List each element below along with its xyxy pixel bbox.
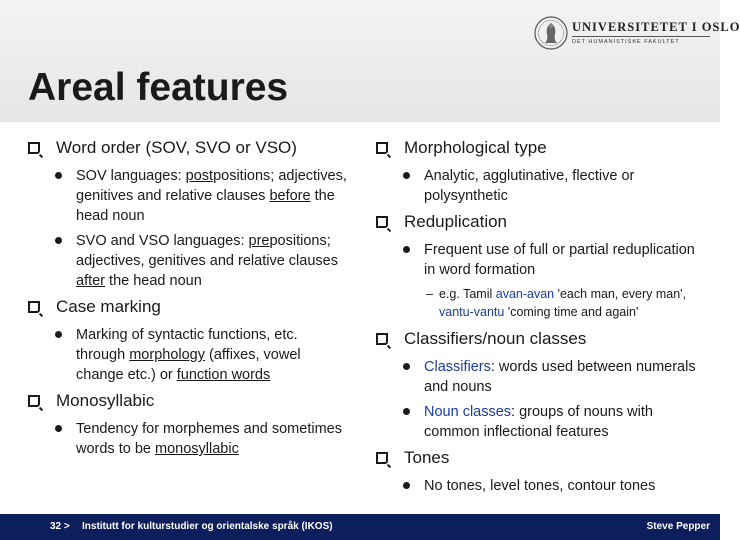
bullet-classifiers xyxy=(376,357,706,397)
page-number: 32 > xyxy=(50,521,70,532)
checkbox-bullet-icon xyxy=(28,301,40,313)
text: the head noun xyxy=(76,188,335,224)
dash-bullet: – xyxy=(426,287,433,301)
section-tones xyxy=(376,448,706,468)
round-bullet-icon xyxy=(55,237,62,244)
section-heading: Case marking xyxy=(56,297,161,316)
term-link: Classifiers xyxy=(424,359,491,375)
bullet-reduplication xyxy=(376,240,706,280)
text: positions; adjectives, genitives and relative clauses xyxy=(76,233,338,269)
section-heading: Tones xyxy=(404,448,450,467)
section-monosyllabic xyxy=(28,391,348,411)
text: positions; adjectives, genitives and relative clauses xyxy=(76,168,347,204)
underlined-term: monosyllabic xyxy=(155,441,239,457)
bullet-svo-vso xyxy=(28,231,348,291)
round-bullet-icon xyxy=(403,408,410,415)
round-bullet-icon xyxy=(403,246,410,253)
right-column xyxy=(376,138,706,501)
section-heading: Reduplication xyxy=(404,212,508,231)
example-term: vantu-vantu xyxy=(439,305,505,319)
section-morphological-type xyxy=(376,138,706,158)
text: Frequent use of full or partial reduplication in word formation xyxy=(424,242,695,278)
section-heading: Monosyllabic xyxy=(56,391,155,410)
underlined-term: post xyxy=(185,168,214,184)
checkbox-bullet-icon xyxy=(376,452,388,464)
footer-bar xyxy=(0,514,720,540)
round-bullet-icon xyxy=(55,331,62,338)
checkbox-bullet-icon xyxy=(376,333,388,345)
checkbox-bullet-icon xyxy=(28,142,40,154)
checkbox-bullet-icon xyxy=(376,142,388,154)
round-bullet-icon xyxy=(403,363,410,370)
bullet-monosyllabic xyxy=(28,419,348,459)
section-classifiers xyxy=(376,329,706,349)
slide-title: Areal features xyxy=(28,66,289,109)
underlined-term: pre xyxy=(248,233,270,249)
text: 'coming time and again' xyxy=(504,305,639,319)
text: Tendency for morphemes and sometimes words to be xyxy=(76,421,342,457)
institute-name: Institutt for kulturstudier og orientalske språk (IKOS) xyxy=(82,521,333,532)
sub-bullet-tamil-example xyxy=(376,285,706,321)
section-heading: Word order (SOV, SVO or VSO) xyxy=(56,138,297,157)
left-column xyxy=(28,138,348,464)
author-name: Steve Pepper xyxy=(646,521,710,532)
text: Analytic, agglutinative, flective or polysynthetic xyxy=(424,168,635,204)
university-logo xyxy=(534,14,740,54)
text: : words used between numerals and nouns xyxy=(424,359,696,395)
checkbox-bullet-icon xyxy=(28,395,40,407)
text: SOV languages: xyxy=(76,168,186,184)
text: Marking of syntactic functions, etc. through xyxy=(76,327,298,363)
text: : groups of nouns with common inflectional features xyxy=(424,404,653,440)
round-bullet-icon xyxy=(403,172,410,179)
round-bullet-icon xyxy=(55,172,62,179)
text: SVO and VSO languages: xyxy=(76,233,249,249)
bullet-sov xyxy=(28,166,348,226)
text: 'each man, every man', xyxy=(554,287,687,301)
section-reduplication xyxy=(376,212,706,232)
section-word-order xyxy=(28,138,348,158)
text: (affixes, vowel change etc.) or xyxy=(76,347,301,383)
round-bullet-icon xyxy=(55,425,62,432)
round-bullet-icon xyxy=(403,482,410,489)
bullet-tones xyxy=(376,476,706,496)
underlined-term: function words xyxy=(176,367,271,383)
university-seal-icon xyxy=(534,14,568,52)
section-heading: Classifiers/noun classes xyxy=(404,329,587,348)
text: the head noun xyxy=(105,273,202,289)
underlined-term: before xyxy=(269,188,311,204)
faculty-name: DET HUMANISTISKE FAKULTET xyxy=(572,39,680,45)
example-term: avan-avan xyxy=(495,287,555,301)
bullet-case-marking xyxy=(28,325,348,385)
checkbox-bullet-icon xyxy=(376,216,388,228)
logo-rule xyxy=(572,36,710,37)
text: No tones, level tones, contour tones xyxy=(424,478,656,494)
term-link: Noun classes xyxy=(424,404,512,420)
university-name: UNIVERSITETET I OSLO xyxy=(572,20,740,34)
section-case-marking xyxy=(28,297,348,317)
text: e.g. Tamil xyxy=(439,287,496,301)
section-heading: Morphological type xyxy=(404,138,547,157)
bullet-noun-classes xyxy=(376,402,706,442)
underlined-term: morphology xyxy=(129,347,205,363)
underlined-term: after xyxy=(76,273,106,289)
bullet-morph-type xyxy=(376,166,706,206)
